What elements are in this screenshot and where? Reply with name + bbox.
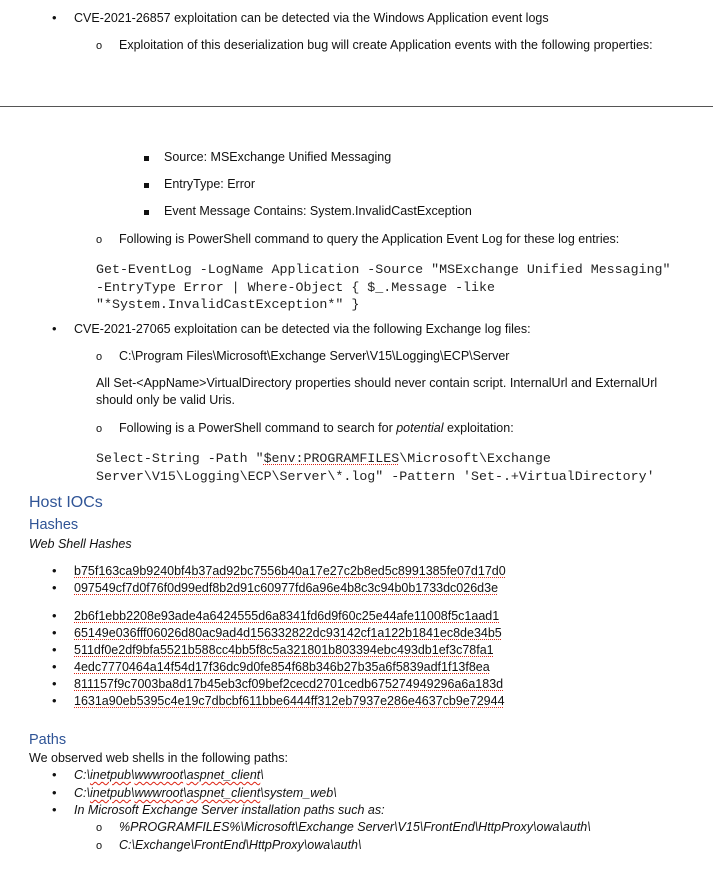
- circle-bullet: o: [96, 40, 103, 52]
- path-fragment: \: [131, 768, 135, 782]
- circle-bullet: o: [96, 351, 103, 363]
- circle-bullet: o: [96, 840, 103, 852]
- subheading-web-shell-hashes: Web Shell Hashes: [29, 537, 132, 551]
- path-fragment: C:\: [74, 768, 90, 782]
- path-exchange-owa: C:\Exchange\FrontEnd\HttpProxy\owa\auth\: [119, 838, 362, 852]
- circle-bullet: o: [96, 234, 103, 246]
- path-fragment: inetpub: [89, 786, 131, 800]
- cve1-ps-intro: Following is PowerShell command to query the Application Event Log for these log entries:: [119, 232, 620, 246]
- cve2-ps-intro: [119, 421, 514, 435]
- hash-value: 2b6f1ebb2208e93ade4a6424555d6a8341fd6d9f60c25e44afe11008f5c1aad1: [74, 609, 500, 623]
- cve2-ps-intro-text: Following is a PowerShell command to search for: [119, 421, 397, 435]
- code-fragment: Select-String -Path ": [96, 451, 264, 466]
- path-fragment: \system_web\: [260, 786, 337, 800]
- cve2-title: CVE-2021-27065 exploitation can be detected via the following Exchange log files:: [74, 322, 531, 336]
- hash-value: 097549cf7d0f76f0d99edf8b2d91c60977fd6a96e4b8c3c94b0b1733dc026d3e: [74, 581, 499, 595]
- bullet-glyph: •: [52, 625, 57, 640]
- bullet-glyph: •: [52, 10, 57, 25]
- cve2-note-line: All Set-<AppName>VirtualDirectory properties should never contain script. InternalUrl and ExternalUrl: [96, 376, 658, 390]
- bullet-glyph: •: [52, 659, 57, 674]
- circle-bullet: o: [96, 423, 103, 435]
- circle-bullet: o: [96, 822, 103, 834]
- bullet-glyph: •: [52, 767, 57, 782]
- bullet-glyph: •: [52, 580, 57, 595]
- path-system-web: [74, 786, 337, 800]
- square-bullet: [144, 183, 149, 188]
- path-fragment: \: [183, 768, 187, 782]
- heading-paths: Paths: [29, 732, 67, 748]
- path-fragment: \: [260, 768, 264, 782]
- path-aspnet-client: [74, 768, 264, 782]
- path-fragment: \: [183, 786, 187, 800]
- code-fragment: \Microsoft\Exchange: [399, 451, 551, 466]
- prop-entrytype: EntryType: Error: [164, 177, 255, 191]
- path-fragment: \: [131, 786, 135, 800]
- path-fragment: inetpub: [89, 768, 131, 782]
- path-exchange-install: In Microsoft Exchange Server installation paths such as:: [74, 803, 385, 817]
- code-line: "*System.InvalidCastException*" }: [96, 297, 360, 312]
- path-fragment: aspnet_client: [186, 768, 261, 782]
- hash-value: 65149e036fff06026d80ac9ad4d156332822dc93142cf1a122b1841ec8de34b5: [74, 626, 502, 640]
- heading-host-iocs: Host IOCs: [29, 494, 103, 511]
- hash-value: 511df0e2df9bfa5521b588cc4bb5f8c5a321801b803394ebc493db1ef3c78fa1: [74, 643, 494, 657]
- code-line: Get-EventLog -LogName Application -Source "MSExchange Unified Messaging": [96, 262, 671, 277]
- code-line: -EntryType Error | Where-Object { $_.Message -like: [96, 280, 495, 295]
- heading-hashes: Hashes: [29, 517, 79, 533]
- emphasis-potential: potential: [396, 421, 444, 435]
- cve1-title: CVE-2021-26857 exploitation can be detected via the Windows Application event logs: [74, 11, 549, 25]
- hash-value: 1631a90eb5395c4e19c7dbcbf611bbe6444ff312eb7937e286e4637cb9e72944: [74, 694, 505, 708]
- cve2-log-path: C:\Program Files\Microsoft\Exchange Server\V15\Logging\ECP\Server: [119, 349, 510, 363]
- bullet-glyph: •: [52, 676, 57, 691]
- cve2-ps-intro-text: exploitation:: [443, 421, 514, 435]
- path-fragment: wwwroot: [134, 786, 184, 800]
- bullet-glyph: •: [52, 608, 57, 623]
- paths-intro: We observed web shells in the following paths:: [29, 751, 288, 765]
- bullet-glyph: •: [52, 642, 57, 657]
- prop-message: Event Message Contains: System.InvalidCastException: [164, 204, 472, 218]
- path-fragment: C:\: [74, 786, 90, 800]
- bullet-glyph: •: [52, 802, 57, 817]
- path-fragment: aspnet_client: [186, 786, 261, 800]
- page-break-divider: [0, 106, 713, 107]
- square-bullet: [144, 210, 149, 215]
- hash-value: b75f163ca9b9240bf4b37ad92bc7556b40a17e27c2b8ed5c8991385fe07d17d0: [74, 564, 506, 578]
- path-programfiles-owa: %PROGRAMFILES%\Microsoft\Exchange Server\V15\FrontEnd\HttpProxy\owa\auth\: [119, 820, 591, 834]
- hash-value: 811157f9c7003ba8d17b45eb3cf09bef2cecd2701cedb675274949296a6a183d: [74, 677, 504, 691]
- bullet-glyph: •: [52, 693, 57, 708]
- clipped-text-fragment: [92, 0, 652, 1]
- bullet-glyph: •: [52, 321, 57, 336]
- cve1-subtitle: Exploitation of this deserialization bug will create Application events with the following properties:: [119, 38, 653, 52]
- cve2-note-line: should only be valid Uris.: [96, 393, 235, 407]
- bullet-glyph: •: [52, 563, 57, 578]
- bullet-glyph: •: [52, 785, 57, 800]
- square-bullet: [144, 156, 149, 161]
- code-line: Server\V15\Logging\ECP\Server\*.log" -Pattern 'Set-.+VirtualDirectory': [96, 469, 655, 484]
- code-line: [96, 451, 551, 466]
- code-env-variable: $env:PROGRAMFILES: [263, 451, 400, 466]
- path-fragment: wwwroot: [134, 768, 184, 782]
- hash-value: 4edc7770464a14f54d17f36dc9d0fe854f68b346b27b35a6f5839adf1f13f8ea: [74, 660, 490, 674]
- prop-source: Source: MSExchange Unified Messaging: [164, 150, 392, 164]
